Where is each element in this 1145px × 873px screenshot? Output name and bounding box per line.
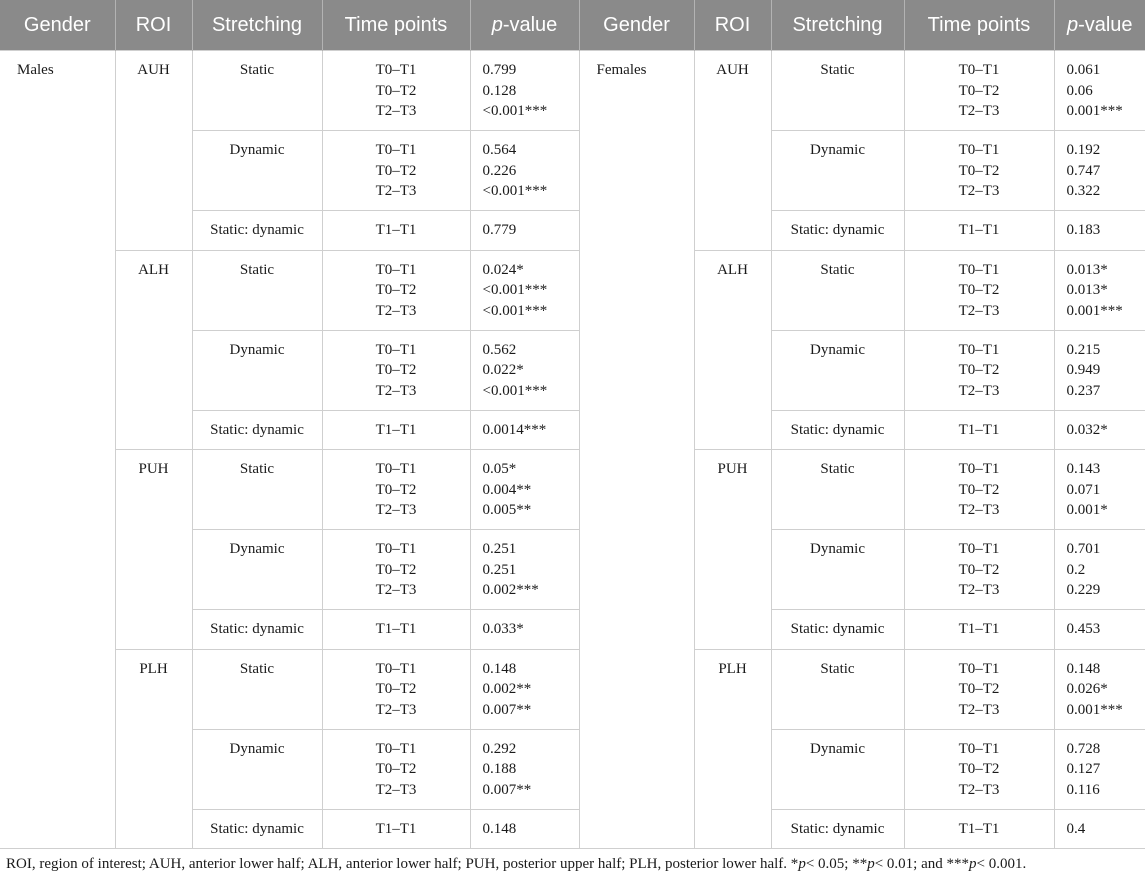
stretching-cell: Static: dynamic [771, 211, 904, 251]
footnote-text: < 0.001. [977, 856, 1027, 872]
p-value: 0.033* [483, 619, 579, 640]
time-points-cell [322, 809, 470, 849]
time-points-cell [904, 530, 1054, 610]
p-value: 0.949 [1067, 360, 1145, 381]
time-points-cell [904, 250, 1054, 330]
p-value: 0.007** [483, 700, 579, 721]
p-value-cell [1054, 131, 1145, 211]
time-point: T0–T2 [905, 480, 1054, 501]
header-p-suffix: -value [503, 14, 557, 36]
time-point: T0–T2 [323, 81, 470, 102]
time-point: T2–T3 [905, 101, 1054, 122]
time-point: T0–T2 [323, 280, 470, 301]
time-points-cell [904, 131, 1054, 211]
p-value-cell [1054, 809, 1145, 849]
p-value: 0.779 [483, 220, 579, 241]
p-value: 0.026* [1067, 679, 1145, 700]
stretching-cell: Static: dynamic [192, 211, 322, 251]
time-point: T0–T1 [323, 659, 470, 680]
p-value: 0.002*** [483, 580, 579, 601]
stretching-cell: Dynamic [192, 330, 322, 410]
time-point: T0–T2 [905, 81, 1054, 102]
p-value: 0.251 [483, 560, 579, 581]
time-point: T2–T3 [905, 700, 1054, 721]
time-points-cell [322, 211, 470, 251]
time-points-cell [322, 51, 470, 131]
time-point: T0–T1 [905, 539, 1054, 560]
p-value-cell [1054, 649, 1145, 729]
table-row [0, 51, 1145, 131]
time-points-cell [904, 729, 1054, 809]
p-value: 0.4 [1067, 819, 1145, 840]
time-point: T1–T1 [323, 420, 470, 441]
header-time-points: Time points [322, 0, 470, 51]
p-value: 0.2 [1067, 560, 1145, 581]
p-value-cell [1054, 530, 1145, 610]
roi-cell: PUH [115, 450, 192, 650]
p-value: 0.024* [483, 260, 579, 281]
time-point: T2–T3 [323, 500, 470, 521]
footnote-text: < 0.05; ** [806, 856, 867, 872]
p-value-cell [470, 450, 579, 530]
time-point: T0–T2 [323, 679, 470, 700]
time-point: T0–T2 [323, 161, 470, 182]
p-value: <0.001*** [483, 101, 579, 122]
p-value: 0.237 [1067, 381, 1145, 402]
p-value-cell [470, 131, 579, 211]
time-points-cell [904, 610, 1054, 650]
p-value: 0.183 [1067, 220, 1145, 241]
time-point: T1–T1 [323, 220, 470, 241]
stretching-cell: Dynamic [771, 330, 904, 410]
p-value: 0.148 [1067, 659, 1145, 680]
table-body [0, 51, 1145, 849]
time-point: T0–T1 [905, 140, 1054, 161]
p-value: 0.143 [1067, 459, 1145, 480]
time-point: T1–T1 [905, 420, 1054, 441]
time-points-cell [322, 131, 470, 211]
header-time-points: Time points [904, 0, 1054, 51]
p-value: 0.013* [1067, 280, 1145, 301]
time-point: T0–T1 [905, 260, 1054, 281]
stretching-cell: Static: dynamic [192, 610, 322, 650]
time-point: T0–T1 [323, 140, 470, 161]
p-value: 0.002** [483, 679, 579, 700]
p-value: 0.032* [1067, 420, 1145, 441]
time-point: T0–T1 [905, 60, 1054, 81]
time-point: T0–T2 [905, 161, 1054, 182]
stretching-cell: Static [771, 649, 904, 729]
header-gender: Gender [579, 0, 694, 51]
p-value-cell [470, 410, 579, 450]
time-point: T0–T2 [905, 679, 1054, 700]
time-point: T2–T3 [323, 381, 470, 402]
time-point: T1–T1 [323, 619, 470, 640]
time-point: T0–T2 [905, 560, 1054, 581]
time-points-cell [904, 450, 1054, 530]
p-value: 0.05* [483, 459, 579, 480]
time-point: T0–T2 [905, 280, 1054, 301]
footnote-text: < 0.01; and *** [875, 856, 969, 872]
stretching-cell: Static: dynamic [192, 410, 322, 450]
p-value: <0.001*** [483, 280, 579, 301]
time-points-cell [904, 649, 1054, 729]
stretching-cell: Dynamic [192, 729, 322, 809]
p-value-cell [470, 729, 579, 809]
header-p-value [1054, 0, 1145, 51]
header-p-suffix: -value [1078, 14, 1132, 36]
header-roi: ROI [115, 0, 192, 51]
p-value: 0.799 [483, 60, 579, 81]
stretching-cell: Dynamic [771, 131, 904, 211]
time-point: T0–T1 [323, 60, 470, 81]
table-row [0, 450, 1145, 530]
p-value-cell [1054, 51, 1145, 131]
p-value: 0.001*** [1067, 101, 1145, 122]
stretching-cell: Static: dynamic [771, 610, 904, 650]
p-value: 0.001*** [1067, 700, 1145, 721]
time-points-cell [322, 410, 470, 450]
time-point: T0–T1 [905, 739, 1054, 760]
time-point: T0–T1 [905, 659, 1054, 680]
time-points-cell [322, 250, 470, 330]
stretching-cell: Dynamic [192, 131, 322, 211]
p-value: 0.188 [483, 759, 579, 780]
stretching-cell: Dynamic [771, 729, 904, 809]
time-point: T0–T1 [323, 539, 470, 560]
p-value: 0.001* [1067, 500, 1145, 521]
time-points-cell [904, 410, 1054, 450]
footnote-p: p [969, 856, 977, 872]
time-point: T0–T2 [905, 759, 1054, 780]
roi-cell: PLH [694, 649, 771, 849]
time-point: T2–T3 [323, 580, 470, 601]
p-value: 0.128 [483, 81, 579, 102]
p-value-cell [470, 51, 579, 131]
p-value-cell [1054, 450, 1145, 530]
time-points-cell [322, 610, 470, 650]
footnote-p: p [798, 856, 806, 872]
footnote-p: p [867, 856, 875, 872]
p-value: 0.322 [1067, 181, 1145, 202]
p-value-cell [1054, 330, 1145, 410]
roi-cell: PLH [115, 649, 192, 849]
stretching-cell: Static: dynamic [771, 410, 904, 450]
footnote-main: ROI, region of interest; AUH, anterior lower half; ALH, anterior lower half; PUH, posterior upper half; PLH, posterior lower half. * [6, 856, 798, 872]
stretching-cell: Static [192, 649, 322, 729]
p-value-cell [470, 530, 579, 610]
stretching-cell: Static: dynamic [192, 809, 322, 849]
header-roi: ROI [694, 0, 771, 51]
p-value: 0.701 [1067, 539, 1145, 560]
gender-cell: Females [579, 51, 694, 849]
time-point: T2–T3 [905, 500, 1054, 521]
p-value-cell [470, 649, 579, 729]
stretching-cell: Static [192, 51, 322, 131]
time-point: T0–T1 [323, 340, 470, 361]
p-value: 0.013* [1067, 260, 1145, 281]
time-point: T1–T1 [905, 220, 1054, 241]
p-value: 0.061 [1067, 60, 1145, 81]
roi-cell: ALH [115, 250, 192, 450]
time-point: T1–T1 [323, 819, 470, 840]
time-point: T0–T2 [905, 360, 1054, 381]
time-point: T0–T1 [323, 260, 470, 281]
p-value: 0.229 [1067, 580, 1145, 601]
time-point: T2–T3 [323, 181, 470, 202]
p-value: 0.0014*** [483, 420, 579, 441]
time-points-cell [904, 51, 1054, 131]
roi-cell: PUH [694, 450, 771, 650]
p-value: 0.148 [483, 659, 579, 680]
p-value: 0.226 [483, 161, 579, 182]
table-row [0, 649, 1145, 729]
p-value: 0.562 [483, 340, 579, 361]
stretching-cell: Static [192, 450, 322, 530]
header-stretching: Stretching [192, 0, 322, 51]
time-point: T2–T3 [323, 101, 470, 122]
time-points-cell [904, 330, 1054, 410]
time-point: T0–T1 [905, 340, 1054, 361]
table-row [0, 250, 1145, 330]
time-point: T2–T3 [905, 181, 1054, 202]
p-value: 0.022* [483, 360, 579, 381]
p-value: <0.001*** [483, 181, 579, 202]
p-value-cell [470, 610, 579, 650]
p-value: 0.251 [483, 539, 579, 560]
header-p-letter: p [1067, 14, 1078, 36]
time-point: T2–T3 [323, 700, 470, 721]
p-value-cell [1054, 729, 1145, 809]
time-point: T1–T1 [905, 819, 1054, 840]
p-value: 0.453 [1067, 619, 1145, 640]
time-point: T2–T3 [905, 381, 1054, 402]
stretching-cell: Dynamic [192, 530, 322, 610]
time-point: T2–T3 [905, 301, 1054, 322]
p-value: 0.215 [1067, 340, 1145, 361]
p-value: 0.06 [1067, 81, 1145, 102]
p-value: 0.148 [483, 819, 579, 840]
time-points-cell [904, 211, 1054, 251]
time-point: T0–T2 [323, 480, 470, 501]
p-value: 0.292 [483, 739, 579, 760]
p-value: 0.728 [1067, 739, 1145, 760]
time-point: T0–T2 [323, 560, 470, 581]
p-value: 0.001*** [1067, 301, 1145, 322]
stretching-cell: Dynamic [771, 530, 904, 610]
p-value-cell [1054, 610, 1145, 650]
time-point: T0–T1 [323, 739, 470, 760]
p-value: 0.564 [483, 140, 579, 161]
stretching-cell: Static [771, 450, 904, 530]
p-value-cell [1054, 410, 1145, 450]
p-value: 0.747 [1067, 161, 1145, 182]
time-points-cell [322, 649, 470, 729]
header-row [0, 0, 1145, 51]
p-value: 0.192 [1067, 140, 1145, 161]
time-point: T0–T2 [323, 759, 470, 780]
header-stretching: Stretching [771, 0, 904, 51]
p-value: <0.001*** [483, 301, 579, 322]
p-value: 0.071 [1067, 480, 1145, 501]
roi-cell: AUH [115, 51, 192, 251]
p-value: 0.005** [483, 500, 579, 521]
time-point: T1–T1 [905, 619, 1054, 640]
stretching-cell: Static [771, 51, 904, 131]
table-footnote [0, 849, 1145, 873]
time-points-cell [322, 729, 470, 809]
p-value-cell [470, 250, 579, 330]
time-points-cell [904, 809, 1054, 849]
p-value: 0.004** [483, 480, 579, 501]
time-point: T2–T3 [905, 780, 1054, 801]
roi-cell: AUH [694, 51, 771, 251]
p-value-cell [1054, 250, 1145, 330]
time-point: T2–T3 [323, 780, 470, 801]
time-point: T2–T3 [905, 580, 1054, 601]
p-value: 0.127 [1067, 759, 1145, 780]
stretching-cell: Static [771, 250, 904, 330]
header-p-letter: p [492, 14, 503, 36]
p-value: 0.007** [483, 780, 579, 801]
time-points-cell [322, 450, 470, 530]
stretching-cell: Static: dynamic [771, 809, 904, 849]
time-point: T2–T3 [323, 301, 470, 322]
time-point: T0–T1 [905, 459, 1054, 480]
time-point: T0–T2 [323, 360, 470, 381]
stretching-cell: Static [192, 250, 322, 330]
p-value-cell [470, 330, 579, 410]
p-value-cell [470, 809, 579, 849]
gender-cell: Males [0, 51, 115, 849]
time-points-cell [322, 530, 470, 610]
p-value: <0.001*** [483, 381, 579, 402]
p-value: 0.116 [1067, 780, 1145, 801]
header-p-value [470, 0, 579, 51]
p-value-cell [1054, 211, 1145, 251]
time-points-cell [322, 330, 470, 410]
p-value-cell [470, 211, 579, 251]
header-gender: Gender [0, 0, 115, 51]
roi-cell: ALH [694, 250, 771, 450]
time-point: T0–T1 [323, 459, 470, 480]
